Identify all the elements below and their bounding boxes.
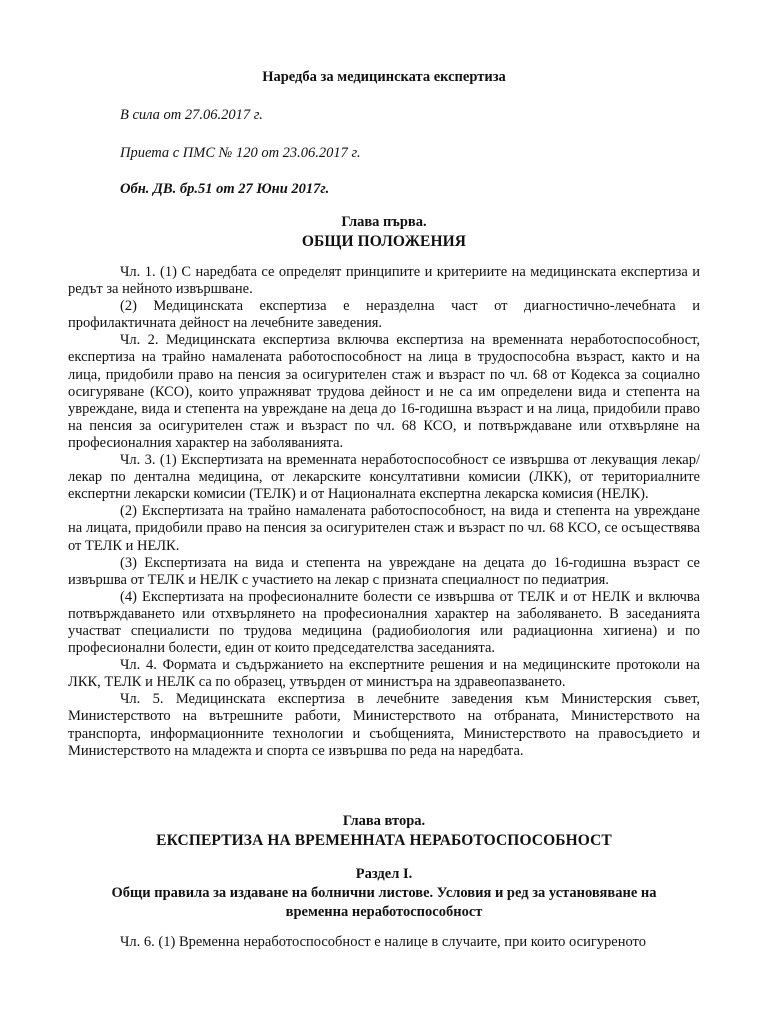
chapter-1-title: ОБЩИ ПОЛОЖЕНИЯ	[301, 233, 467, 250]
chapter-2-title: ЕКСПЕРТИЗА НА ВРЕМЕННАТА НЕРАБОТОСПОСОБНОСТ	[156, 832, 612, 849]
chapter-2-heading	[68, 812, 700, 850]
article-3-para-2: (2) Експертизата на трайно намалената работоспособност, на вида и степента на увреждане на лицата, придобили право на пенсия за осигурителен стаж и възраст по чл. 68 КСО, се осъществява от ТЕЛК и НЕЛК.	[68, 503, 700, 554]
chapter-1-heading	[68, 213, 700, 251]
chapter-1-body	[68, 264, 700, 760]
section-1-title-line-1: Общи правила за издаване на болнични листове. Условия и ред за установяване на	[111, 885, 657, 901]
section-1-title-line-2: временна неработоспособност	[285, 904, 483, 920]
article-1-para-2: (2) Медицинската експертиза е неразделна част от диагностично-лечебната и профилактичната дейност на лечебните заведения.	[68, 298, 700, 332]
document-title: Наредба за медицинската експертиза	[262, 69, 506, 85]
adoption-note: Приета с ПМС № 120 от 23.06.2017 г.	[120, 145, 361, 161]
section-1-body	[68, 934, 700, 951]
article-4: Чл. 4. Формата и съдържанието на експертните решения и на медицинските протоколи на ЛКК, ТЕЛК и НЕЛК са по образец, утвърден от министъра на здравеопазването.	[68, 657, 700, 691]
article-3-para-1: Чл. 3. (1) Експертизата на временната неработоспособност се извършва от лекуващия лекар/лекар по дентална медицина, от лекарските консултативни комисии (ЛКК), от териториалните експертни лекарски комисии (ТЕЛК) и от Националната експертна лекарска комисия (НЕЛК).	[68, 452, 700, 503]
article-6-para-1: Чл. 6. (1) Временна неработоспособност е налице в случаите, при които осигуреното	[120, 934, 646, 950]
document-page	[68, 0, 700, 1024]
article-5: Чл. 5. Медицинската експертиза в лечебните заведения към Министерския съвет, Министерството на вътрешните работи, Министерството на отбраната, Министерството на транспорта, информационните технологии и съобщенията, Министерството на правосъдието и Министерството на младежта и спорта се извършва по реда на наредбата.	[68, 691, 700, 759]
chapter-1-label: Глава първа.	[341, 214, 427, 230]
article-1-para-1: Чл. 1. (1) С наредбата се определят принципите и критериите на медицинската експертиза и редът за нейното извършване.	[68, 264, 700, 298]
publication-note: Обн. ДВ. бр.51 от 27 Юни 2017г.	[120, 181, 330, 197]
in-force-date: В сила от 27.06.2017 г.	[120, 107, 263, 123]
section-1-heading	[68, 865, 700, 922]
article-2: Чл. 2. Медицинската експертиза включва експертиза на временната неработоспособност, експертиза на трайно намалената работоспособност на лица в трудоспособна възраст, както и на лица, придобили право на пенсия за осигурителен стаж и възраст по чл. 68 от Кодекса за социално осигуряване (КСО), които упражняват трудова дейност и не са им определени вида и степента на увреждане, вида и степента на увреждане на деца до 16-годишна възраст и на лица, придобили право на пенсия за осигурителен стаж и възраст по чл. 68 КСО, и потвърждаване или отхвърляне на професионалния характер на заболяванията.	[68, 332, 700, 451]
section-1-label: Раздел I.	[355, 866, 413, 882]
article-3-para-3: (3) Експертизата на вида и степента на увреждане на децата до 16-годишна възраст се извършва от ТЕЛК и НЕЛК с участието на лекар с призната специалност по педиатрия.	[68, 554, 700, 588]
article-3-para-4: (4) Експертизата на професионалните болести се извършва от ТЕЛК и от НЕЛК и включва потвърждаването или отхвърлянето на професионалния характер на заболяването. В заседанията участват специалисти по трудова медицина (радиобиология или радиационна хигиена) и по професионални болести, един от които председателства заседанията.	[68, 588, 700, 657]
chapter-2-label: Глава втора.	[342, 813, 426, 829]
